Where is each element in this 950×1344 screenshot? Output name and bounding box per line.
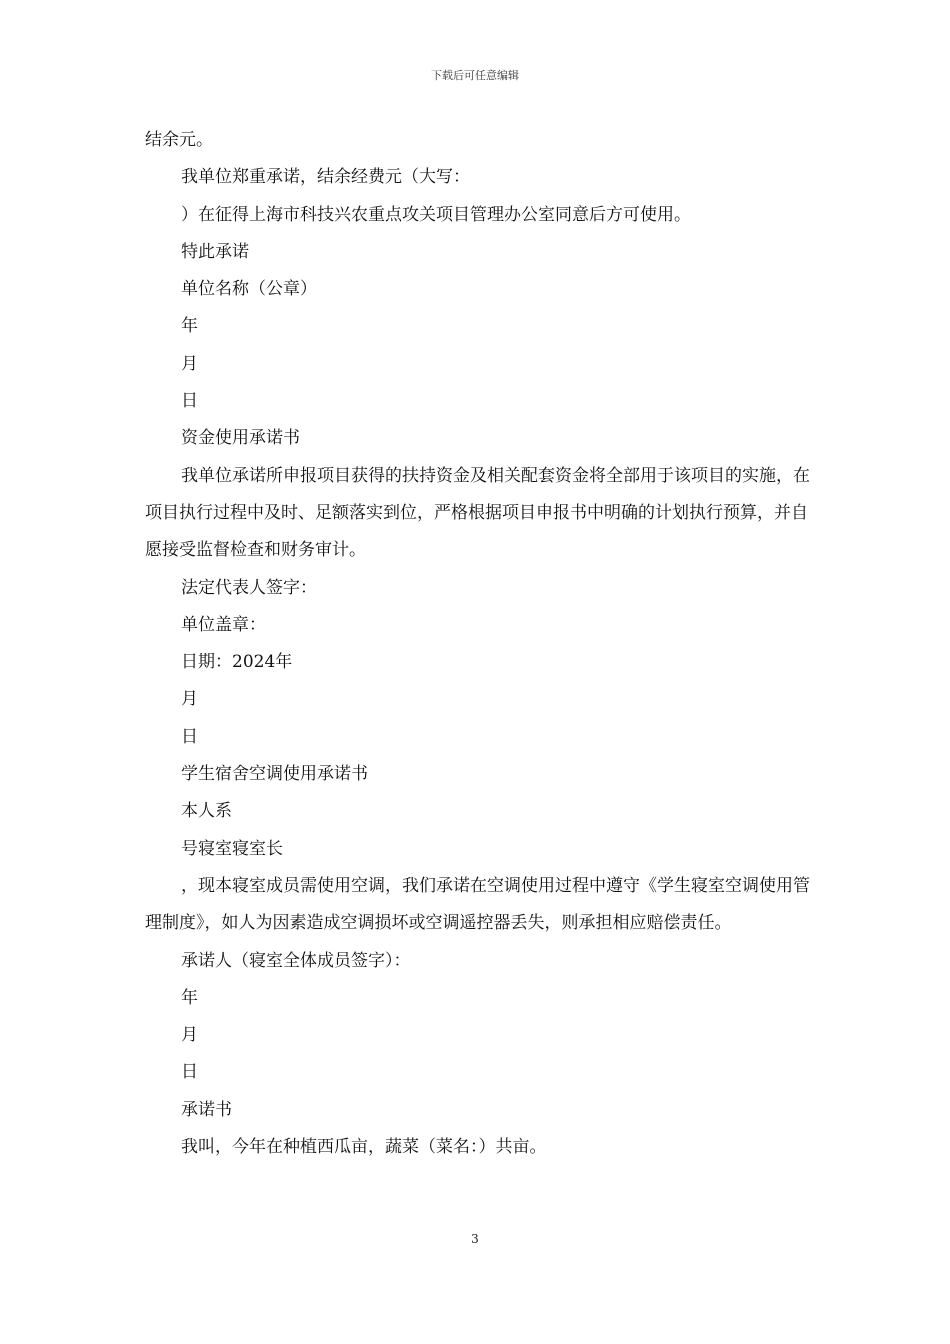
- document-body: [145, 122, 810, 1166]
- paragraph: 号寝室寝室长: [181, 838, 283, 859]
- paragraph: 月: [181, 353, 198, 374]
- paragraph: ）在征得上海市科技兴农重点攻关项目管理办公室同意后方可使用。: [181, 204, 691, 225]
- paragraph: 年: [181, 316, 198, 337]
- paragraph: 本人系: [181, 801, 232, 822]
- paragraph: 月: [181, 689, 198, 710]
- paragraph: 特此承诺: [181, 241, 249, 262]
- paragraph: 我单位郑重承诺，结余经费元（大写：: [181, 167, 470, 188]
- paragraph: 我单位承诺所申报项目获得的扶持资金及相关配套资金将全部用于该项目的实施，在项目执行过程中及时、足额落实到位，严格根据项目申报书中明确的计划执行预算，并自愿接受监督检查和财务审计。: [145, 465, 810, 561]
- paragraph: 日期：2024年: [181, 652, 293, 673]
- paragraph: 我叫，今年在种植西瓜亩，蔬菜（菜名：）共亩。: [181, 1137, 547, 1158]
- paragraph: 学生宿舍空调使用承诺书: [181, 764, 368, 785]
- paragraph: 承诺书: [181, 1099, 232, 1120]
- paragraph: 月: [181, 1025, 198, 1046]
- paragraph: 法定代表人签字：: [181, 577, 317, 598]
- paragraph: 单位名称（公章）: [181, 279, 317, 300]
- page-header: 下载后可任意编辑: [431, 69, 519, 82]
- paragraph: 日: [181, 1062, 198, 1083]
- paragraph: 单位盖章：: [181, 614, 266, 635]
- paragraph: ，现本寝室成员需使用空调，我们承诺在空调使用过程中遵守《学生寝室空调使用管理制度》，如人为因素造成空调损坏或空调遥控器丢失，则承担相应赔偿责任。: [145, 875, 810, 934]
- paragraph: 结余元。: [145, 130, 213, 150]
- paragraph: 年: [181, 987, 198, 1008]
- paragraph: 资金使用承诺书: [181, 428, 300, 449]
- paragraph: 日: [181, 391, 198, 412]
- paragraph: 承诺人（寝室全体成员签字）：: [181, 950, 411, 971]
- paragraph: 日: [181, 726, 198, 747]
- page-number: 3: [471, 1232, 479, 1246]
